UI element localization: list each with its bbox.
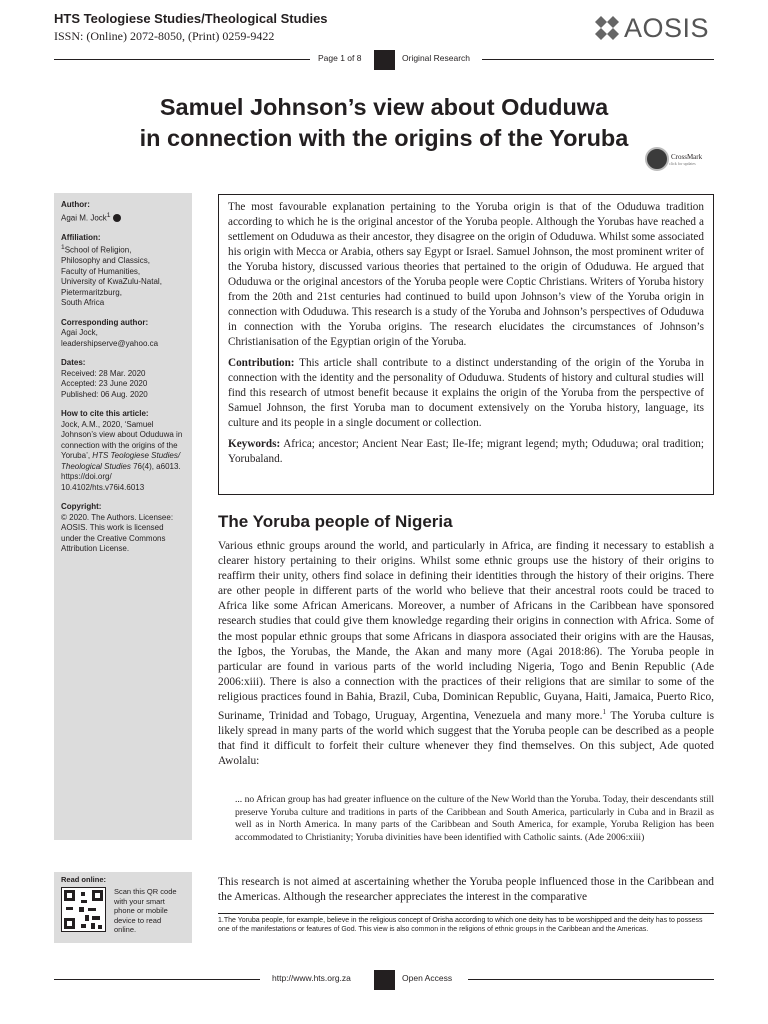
journal-url[interactable]: http://www.hts.org.za	[272, 973, 351, 983]
title-line-1: Samuel Johnson’s view about Oduduwa	[159, 94, 609, 120]
header-rule-left	[54, 59, 310, 60]
dates-heading: Dates:	[61, 358, 86, 368]
orcid-icon[interactable]	[113, 214, 121, 222]
corresponding-email[interactable]: leadershipserve@yahoo.ca	[61, 338, 159, 348]
read-online-heading: Read online:	[61, 875, 107, 884]
crossmark-label: CrossMark	[671, 152, 703, 161]
footnote: 1.The Yoruba people, for example, believe in the religious concept of Orisha according to which one deity has to be worshipped and the deity has to possess one of the manifestations or features of God. This view is also common in the religions of ethnic groups in the Caribbean and the Americas.	[218, 917, 703, 933]
date-received: Received: 28 Mar. 2020	[61, 368, 146, 378]
abstract-text: The most favourable explanation pertaining to the Yoruba origin is that of the Oduduwa tradition according to which he is the original ancestor of the Yoruba people. Although the Yorubas have reached a settlement on Oduduwa as their ancestor, they disagree on the origin of Oduduwa. Whilst some associated his origin with Mecca or Arabia, others say Egypt or Israel. Samuel Johnson, the most prominent writer of the Yoruba history, discussed various theories that pertained to the origin of Oduduwa. He argued that Oduduwa or the original ancestors of the Yoruba people were Coptic Christians. Writers of Yoruba history from the 20th and 21st centuries had continued to build upon Johnson’s view of the Yoruba origin in connection with Oduduwa. This research is a study of the Yoruba and Johnson’s perspectives of Oduduwa in connection with the Yoruba origins. The research elucidates the circumstances of Johnson’s Christianisation of the Egyptian origin of the Yoruba.	[228, 201, 704, 348]
affiliation-line: Faculty of Humanities,	[61, 266, 141, 276]
keywords-paragraph	[228, 437, 704, 467]
title-line-2: in connection with the origins of the Yoruba	[139, 125, 629, 151]
corresponding-heading: Corresponding author:	[61, 317, 149, 327]
affiliation-sup: 1	[61, 244, 65, 252]
crossmark-icon	[645, 147, 669, 171]
footer-rule-right	[468, 979, 714, 980]
header-block	[374, 50, 395, 70]
crossmark-badge[interactable]	[645, 147, 702, 171]
page-header-bar	[54, 50, 714, 70]
section-heading: The Yoruba people of Nigeria	[218, 512, 453, 531]
author-sup: 1	[106, 211, 111, 219]
keywords-label: Keywords:	[228, 438, 281, 450]
block-quote: ... no African group has had greater influence on the culture of the New World than the Yoruba. Today, their descendants still preserve Yoruba culture and traditions in parts of the Caribbean and South America, particularly in Cuba and in Brazil as well as in North America. In many parts of the Caribbean and South America, for example, Yoruba Religion has been accommodated to Christianity; Yoruba divinities have been identified with Catholic saints. (Ade 2006:xiii)	[235, 794, 714, 843]
date-accepted: Accepted: 23 June 2020	[61, 379, 148, 389]
contribution-text: This article shall contribute to a distinct understanding of the origin of the Yoruba in connection with the identity and the personality of Oduduwa. Students of history and cultural studies will find this research of utmost benefit because it explains the origin of the Yoruba from the perspective of Samuel Johnson, the first Yoruba man to document extensively on the Yoruba history, language, its culture and its people in a single document or collection.	[228, 357, 704, 429]
article-sidebar	[54, 193, 192, 840]
corresponding-name: Agai Jock,	[61, 328, 98, 338]
body-paragraph-1	[218, 539, 714, 769]
issn: ISSN: (Online) 2072-8050, (Print) 0259-9422	[54, 29, 275, 43]
publisher-logo	[594, 14, 716, 42]
copyright-text: © 2020. The Authors. Licensee: AOSIS. This work is licensed under the Creative Commons Attribution License.	[61, 512, 174, 554]
cite-heading: How to cite this article:	[61, 409, 149, 419]
date-published: Published: 06 Aug. 2020	[61, 389, 148, 399]
contribution-label: Contribution:	[228, 357, 295, 369]
footer-rule-left	[54, 979, 260, 980]
affiliation-line: Philosophy and Classics,	[61, 256, 150, 266]
article-title	[54, 92, 714, 154]
read-online-box	[54, 872, 192, 943]
affiliation-line: Pietermaritzburg,	[61, 287, 122, 297]
crossmark-sub: click for updates	[669, 160, 696, 166]
copyright-heading: Copyright:	[61, 502, 102, 512]
body-paragraph-2: This research is not aimed at ascertaining whether the Yoruba people influenced those in the Caribbean and the Americas. Although the researcher appreciates the interest in the comparative	[218, 876, 714, 904]
section-label: Original Research	[402, 53, 471, 63]
body1-part-b: The Yoruba culture is likely spread in many parts of the world which suggest that the Yoruba people can be described as a people that find it difficult to forfeit their culture whenever they find themselves. On this subject, Ade quoted Awolalu:	[218, 709, 714, 768]
cite-journal: HTS Teologiese Studies/ Theological Studies	[61, 451, 181, 471]
footnote-rule	[218, 913, 714, 914]
header-rule-right	[482, 59, 714, 60]
logo-text: AOSIS	[624, 13, 710, 43]
footnote-ref[interactable]: 1	[602, 708, 606, 717]
citation	[61, 420, 185, 494]
page-label: Page 1 of 8	[318, 53, 362, 63]
affiliation-line: South Africa	[61, 298, 105, 308]
affiliation-heading: Affiliation:	[61, 232, 101, 242]
author-heading: Author:	[61, 200, 90, 209]
keywords-text: Africa; ancestor; Ancient Near East; Ile-Ife; migrant legend; myth; Oduduwa; oral tradition; Yorubaland.	[228, 438, 704, 465]
open-access-label: Open Access	[402, 973, 453, 983]
aosis-logo-icon	[594, 15, 620, 41]
qr-code-icon[interactable]	[61, 887, 106, 932]
read-online-text: Scan this QR code with your smart phone or mobile device to read online.	[114, 887, 177, 934]
author-name: Agai M. Jock	[61, 213, 107, 223]
body1-part-a: Various ethnic groups around the world, and particularly in Africa, are finding it necessary to establish a clearer history pertaining to their origins. Whilst some ethnic groups use the history of their origins to reaffirm their unity, others find solace in defining their identities through the history of their origins. There are other people in different parts of the world who believe that their ancestral roots could be traced to Africa like some African Americans. Moreover, a number of Africans in the Caribbean have sponsored research studies that could give them knowledge regarding their origins in connection with Africa. Some of the most popular ethnic groups that some Africans in diaspora associated their origins with are the Hausas, the Igbos, the Yorubas, the Mande, the Akan and many more (Agai 2018:86). The Yoruba people in particular are found in various parts of the world including Nigeria, Togo and Benin Republic (Ade 2006:xiii). There is also a connection with the practices of their religions that are similar to some of the religious practices found in Bahia, Brazil, Cuba, Dominican Republic, Guyana, Haiti, Jamaica, Puerto Rico, Suriname, Trinidad and Tobago, Uruguay, Argentina, Venezuela and many more.	[218, 540, 714, 722]
contribution-paragraph	[228, 356, 704, 431]
abstract-box	[218, 194, 714, 495]
footer-block	[374, 970, 395, 990]
journal-title: HTS Teologiese Studies/Theological Studies	[54, 11, 328, 26]
cite-part1: Jock, A.M., 2020, ‘Samuel Johnson’s view about Oduduwa in connection with the origins of the Yoruba’,	[61, 419, 183, 461]
affiliation-line: University of KwaZulu-Natal,	[61, 277, 162, 287]
page-footer-bar	[54, 970, 714, 990]
affiliation-line: School of Religion,	[64, 245, 132, 255]
cite-part2[interactable]: 76(4), a6013. https://doi.org/ 10.4102/hts.v76i4.6013	[61, 461, 181, 492]
